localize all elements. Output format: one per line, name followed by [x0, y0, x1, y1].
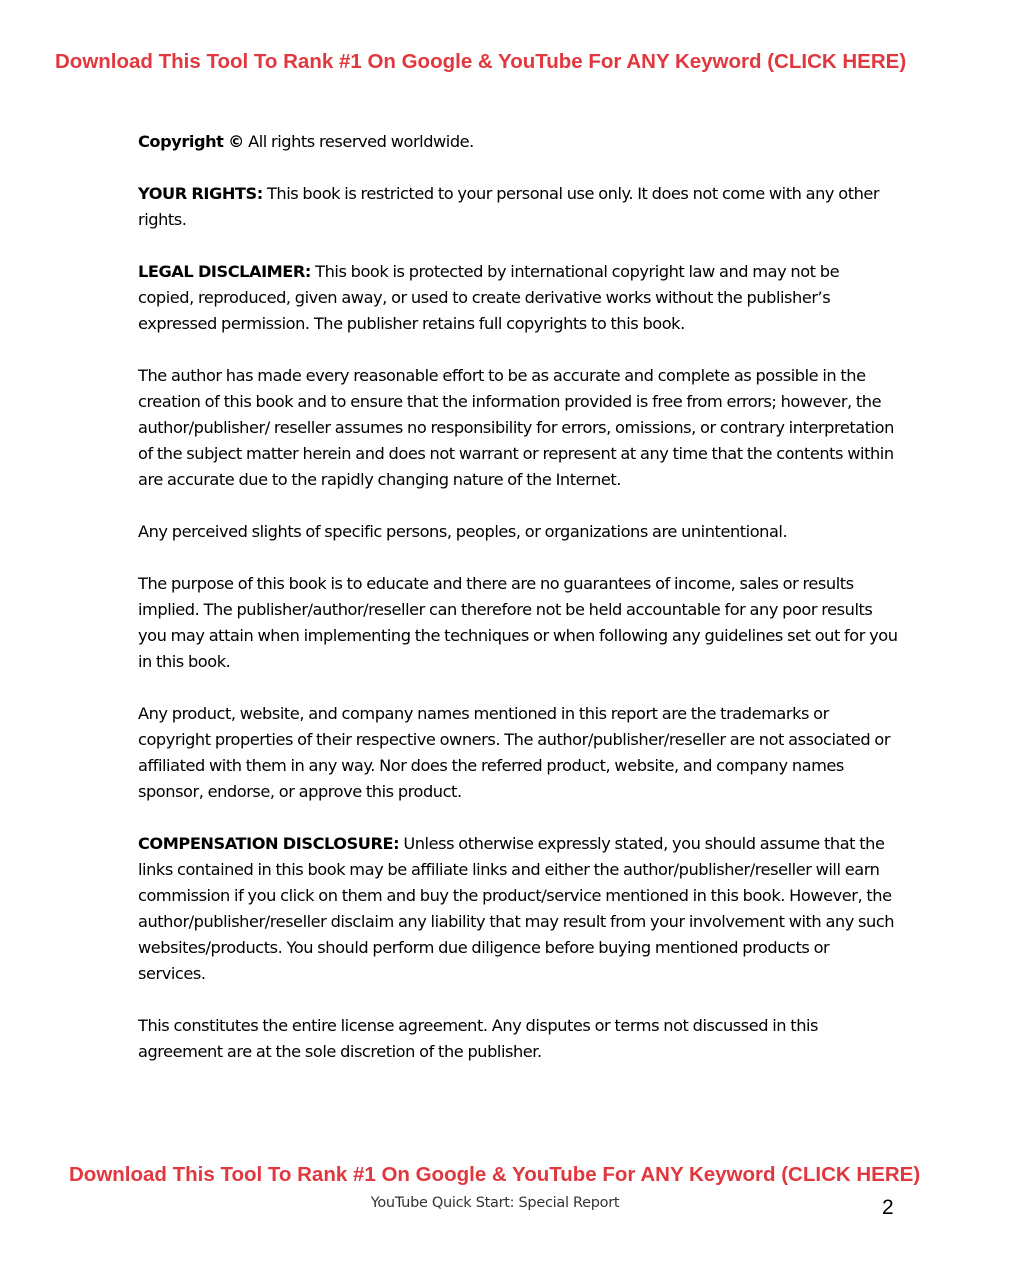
- download-tool-link-top[interactable]: Download This Tool To Rank #1 On Google & YouTube For ANY Keyword (CLICK HERE): [55, 50, 907, 73]
- your-rights-text: This book is restricted to your personal use only. It does not come with any other rights.: [138, 184, 880, 229]
- compensation-disclosure-paragraph: [138, 831, 898, 987]
- copyright-paragraph: [138, 129, 898, 155]
- legal-disclaimer-paragraph: [138, 259, 898, 337]
- copyright-label: Copyright ©: [138, 132, 244, 151]
- download-tool-link-bottom[interactable]: Download This Tool To Rank #1 On Google & YouTube For ANY Keyword (CLICK HERE): [69, 1163, 921, 1186]
- page-number: 2: [882, 1196, 894, 1219]
- legal-disclaimer-text: This book is protected by international copyright law and may not be copied, reproduced, given away, or used to create derivative works without the publisher’s expressed permission. The publisher retains full copyrights to this book.: [138, 262, 840, 333]
- your-rights-paragraph: [138, 181, 898, 233]
- compensation-disclosure-label: COMPENSATION DISCLOSURE:: [138, 834, 400, 853]
- copyright-text: All rights reserved worldwide.: [243, 132, 474, 151]
- document-body: [138, 129, 898, 1091]
- compensation-disclosure-text: Unless otherwise expressly stated, you should assume that the links contained in this book may be affiliate links and either the author/publisher/reseller will earn commission if you click on them and buy the product/service mentioned in this book. However, the author/publisher/reseller disclaim any liability that may result from your involvement with any such websites/products. You should perform due diligence before buying mentioned products or services.: [138, 834, 895, 983]
- license-agreement-paragraph: This constitutes the entire license agreement. Any disputes or terms not discussed in this agreement are at the sole discretion of the publisher.: [138, 1016, 819, 1061]
- purpose-paragraph: The purpose of this book is to educate and there are no guarantees of income, sales or results implied. The publisher/author/reseller can therefore not be held accountable for any poor results you may attain when implementing the techniques or when following any guidelines set out for you in this book.: [138, 574, 898, 671]
- trademarks-paragraph: Any product, website, and company names mentioned in this report are the trademarks or copyright properties of their respective owners. The author/publisher/reseller are not associated or affiliated with them in any way. Nor does the referred product, website, and company names sponsor, endorse, or approve this product.: [138, 704, 891, 801]
- footer-report-title: YouTube Quick Start: Special Report: [370, 1195, 620, 1211]
- legal-disclaimer-label: LEGAL DISCLAIMER:: [138, 262, 311, 281]
- author-effort-paragraph: The author has made every reasonable effort to be as accurate and complete as possible in the creation of this book and to ensure that the information provided is free from errors; however, the author/publisher/ reseller assumes no responsibility for errors, omissions, or contrary interpretation of the subject matter herein and does not warrant or represent at any time that the contents within are accurate due to the rapidly changing nature of the Internet.: [138, 366, 894, 489]
- your-rights-label: YOUR RIGHTS:: [138, 184, 263, 203]
- perceived-slights-paragraph: Any perceived slights of specific persons, peoples, or organizations are unintentional.: [138, 522, 788, 541]
